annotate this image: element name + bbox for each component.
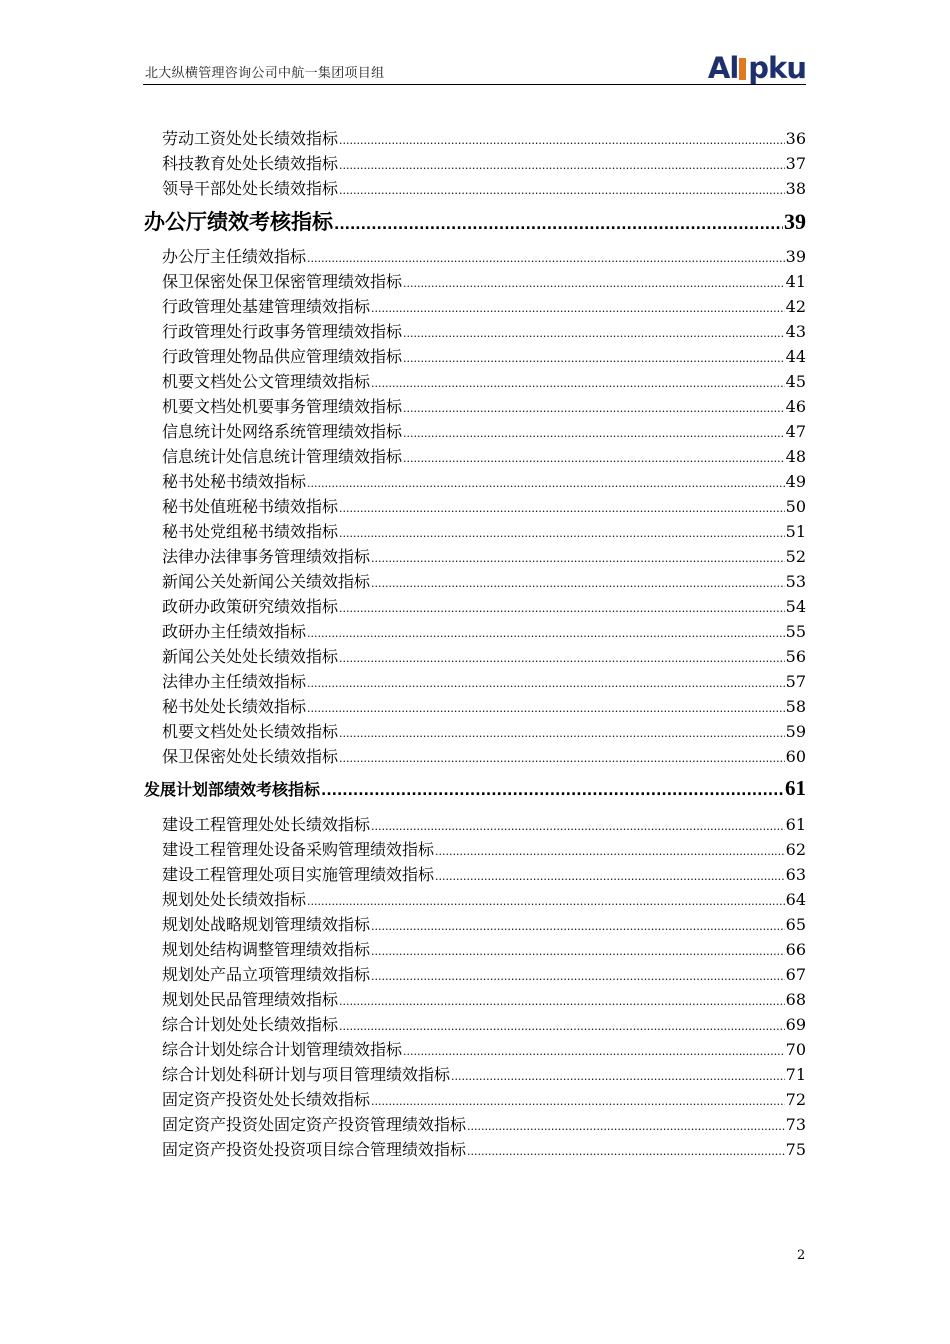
- toc-entry[interactable]: [162, 344, 806, 366]
- dot-leader: [371, 302, 785, 315]
- toc-entry-title: 规划处处长绩效指标: [162, 890, 307, 909]
- toc-entry[interactable]: [162, 1112, 806, 1134]
- toc-entry-page: 46: [785, 397, 806, 416]
- toc-entry-title: 规划处产品立项管理绩效指标: [162, 965, 371, 984]
- toc-entry-title: 规划处结构调整管理绩效指标: [162, 940, 371, 959]
- toc-entry[interactable]: [162, 937, 806, 959]
- toc-entry-title: 固定资产投资处固定资产投资管理绩效指标: [162, 1115, 467, 1134]
- toc-entry-title: 领导干部处处长绩效指标: [162, 179, 339, 198]
- dot-leader: [339, 1020, 785, 1033]
- toc-entry-title: 保卫保密处处长绩效指标: [162, 747, 339, 766]
- toc-entry[interactable]: [162, 444, 806, 466]
- dot-leader: [371, 577, 785, 590]
- toc-entry[interactable]: [162, 519, 806, 541]
- toc-entry-title: 规划处战略规划管理绩效指标: [162, 915, 371, 934]
- toc-entry-title: 法律办法律事务管理绩效指标: [162, 547, 371, 566]
- dot-leader: [307, 252, 785, 265]
- toc-entry-title: 政研办主任绩效指标: [162, 622, 307, 641]
- dot-leader: [321, 783, 784, 799]
- toc-entry-title: 科技教育处处长绩效指标: [162, 154, 339, 173]
- dot-leader: [307, 477, 785, 490]
- logo-text-left: Al: [707, 51, 739, 85]
- toc-entry-title: 劳动工资处处长绩效指标: [162, 129, 339, 148]
- toc-entry-page: 52: [785, 547, 806, 566]
- toc-entry-title: 秘书处处长绩效指标: [162, 697, 307, 716]
- dot-leader: [403, 352, 785, 365]
- toc-section-page: 61: [785, 776, 806, 800]
- dot-leader: [403, 277, 785, 290]
- toc-entry-page: 71: [785, 1065, 806, 1084]
- toc-entry-page: 44: [785, 347, 806, 366]
- logo-bar-icon: [739, 58, 746, 80]
- toc-entry-title: 机要文档处机要事务管理绩效指标: [162, 397, 403, 416]
- toc-entry[interactable]: [162, 469, 806, 491]
- toc-entry-title: 秘书处值班秘书绩效指标: [162, 497, 339, 516]
- toc-entry-title: 行政管理处行政事务管理绩效指标: [162, 322, 403, 341]
- toc-entry[interactable]: [162, 1012, 806, 1034]
- dot-leader: [307, 702, 785, 715]
- toc-entry-title: 综合计划处综合计划管理绩效指标: [162, 1040, 403, 1059]
- toc-entry[interactable]: [162, 619, 806, 641]
- toc-entry-title: 保卫保密处保卫保密管理绩效指标: [162, 272, 403, 291]
- toc-entry[interactable]: [162, 1037, 806, 1059]
- toc-entry-page: 58: [785, 697, 806, 716]
- dot-leader: [371, 970, 785, 983]
- company-logo: [707, 51, 806, 85]
- dot-leader: [403, 452, 785, 465]
- toc-entry-title: 信息统计处网络系统管理绩效指标: [162, 422, 403, 441]
- toc-entry-title: 办公厅主任绩效指标: [162, 247, 307, 266]
- toc-entry[interactable]: [162, 1062, 806, 1084]
- toc-entry-title: 规划处民品管理绩效指标: [162, 990, 339, 1009]
- toc-entry[interactable]: [162, 244, 806, 266]
- toc-entry-page: 73: [785, 1115, 806, 1134]
- dot-leader: [371, 820, 785, 833]
- toc-entry-page: 72: [785, 1090, 806, 1109]
- toc-entry-page: 63: [785, 865, 806, 884]
- dot-leader: [307, 627, 785, 640]
- toc-entry-page: 64: [785, 890, 806, 909]
- dot-leader: [339, 134, 785, 147]
- toc-entry-page: 37: [785, 154, 806, 173]
- toc-entry-page: 60: [785, 747, 806, 766]
- toc-entry-page: 59: [785, 722, 806, 741]
- toc-entry[interactable]: [162, 837, 806, 859]
- toc-entry[interactable]: [162, 494, 806, 516]
- toc-entry-title: 机要文档处公文管理绩效指标: [162, 372, 371, 391]
- dot-leader: [371, 1095, 785, 1108]
- toc-entry-page: 56: [785, 647, 806, 666]
- toc-entry-title: 综合计划处科研计划与项目管理绩效指标: [162, 1065, 451, 1084]
- toc-entry-page: 61: [785, 815, 806, 834]
- toc-entry-page: 45: [785, 372, 806, 391]
- dot-leader: [371, 920, 785, 933]
- toc-entry[interactable]: [162, 987, 806, 1009]
- toc-entry-page: 54: [785, 597, 806, 616]
- toc-entry-page: 69: [785, 1015, 806, 1034]
- toc-entry-title: 固定资产投资处投资项目综合管理绩效指标: [162, 1140, 467, 1159]
- dot-leader: [339, 159, 785, 172]
- dot-leader: [339, 752, 785, 765]
- toc-section-heading[interactable]: [144, 206, 806, 236]
- toc-entry[interactable]: [162, 151, 806, 173]
- toc-entry-title: 建设工程管理处设备采购管理绩效指标: [162, 840, 435, 859]
- toc-entry-page: 55: [785, 622, 806, 641]
- toc-entry[interactable]: [162, 269, 806, 291]
- toc-entry-page: 66: [785, 940, 806, 959]
- dot-leader: [403, 327, 785, 340]
- page-number: 2: [797, 1248, 806, 1263]
- toc-entry-title: 综合计划处处长绩效指标: [162, 1015, 339, 1034]
- toc-section-heading[interactable]: [144, 776, 806, 801]
- dot-leader: [435, 845, 785, 858]
- dot-leader: [403, 402, 785, 415]
- toc-entry[interactable]: [162, 544, 806, 566]
- toc-entry-page: 53: [785, 572, 806, 591]
- toc-entry[interactable]: [162, 669, 806, 691]
- dot-leader: [467, 1120, 785, 1133]
- toc-entry-page: 39: [785, 247, 806, 266]
- dot-leader: [371, 945, 785, 958]
- dot-leader: [339, 602, 785, 615]
- dot-leader: [307, 895, 785, 908]
- dot-leader: [339, 184, 785, 197]
- toc-entry[interactable]: [162, 569, 806, 591]
- toc-entry-title: 信息统计处信息统计管理绩效指标: [162, 447, 403, 466]
- toc-entry-title: 秘书处党组秘书绩效指标: [162, 522, 339, 541]
- dot-leader: [334, 217, 783, 233]
- toc-entry[interactable]: [162, 369, 806, 391]
- toc-entry[interactable]: [162, 1087, 806, 1109]
- toc-section-title: 办公厅绩效考核指标: [144, 210, 333, 234]
- toc-entry[interactable]: [162, 319, 806, 341]
- toc-entry-page: 48: [785, 447, 806, 466]
- dot-leader: [451, 1070, 785, 1083]
- toc-entry-page: 67: [785, 965, 806, 984]
- dot-leader: [371, 377, 785, 390]
- toc-entry[interactable]: [162, 694, 806, 716]
- toc-entry-page: 75: [785, 1140, 806, 1159]
- toc-entry[interactable]: [162, 862, 806, 884]
- toc-entry[interactable]: [162, 812, 806, 834]
- dot-leader: [339, 995, 785, 1008]
- toc-entry-page: 57: [785, 672, 806, 691]
- toc-entry-page: 49: [785, 472, 806, 491]
- toc-entry-title: 法律办主任绩效指标: [162, 672, 307, 691]
- toc-entry[interactable]: [162, 594, 806, 616]
- toc-entry-page: 62: [785, 840, 806, 859]
- header-title: 北大纵横管理咨询公司中航一集团项目组: [145, 66, 385, 81]
- toc-entry-page: 65: [785, 915, 806, 934]
- toc-entry-page: 43: [785, 322, 806, 341]
- toc-entry-title: 政研办政策研究绩效指标: [162, 597, 339, 616]
- toc-entry[interactable]: [162, 644, 806, 666]
- toc-entry[interactable]: [162, 744, 806, 766]
- toc-entry[interactable]: [162, 394, 806, 416]
- dot-leader: [403, 1045, 785, 1058]
- dot-leader: [467, 1145, 785, 1158]
- toc-entry-title: 秘书处秘书绩效指标: [162, 472, 307, 491]
- dot-leader: [307, 677, 785, 690]
- toc-entry-title: 机要文档处处长绩效指标: [162, 722, 339, 741]
- toc-entry[interactable]: [162, 719, 806, 741]
- logo-text-right: pku: [748, 51, 806, 85]
- dot-leader: [339, 527, 785, 540]
- page-header: [143, 52, 806, 85]
- toc-entry-title: 建设工程管理处处长绩效指标: [162, 815, 371, 834]
- dot-leader: [339, 652, 785, 665]
- dot-leader: [339, 502, 785, 515]
- toc-entry[interactable]: [162, 962, 806, 984]
- toc-entry-page: 41: [785, 272, 806, 291]
- toc-entry-page: 50: [785, 497, 806, 516]
- toc-entry-page: 70: [785, 1040, 806, 1059]
- toc-entry-page: 47: [785, 422, 806, 441]
- toc-entry-page: 42: [785, 297, 806, 316]
- toc-entry-title: 行政管理处基建管理绩效指标: [162, 297, 371, 316]
- toc-entry-title: 行政管理处物品供应管理绩效指标: [162, 347, 403, 366]
- toc-entry-title: 新闻公关处新闻公关绩效指标: [162, 572, 371, 591]
- toc-entry[interactable]: [162, 294, 806, 316]
- toc-entry-page: 36: [785, 129, 806, 148]
- toc-entry-title: 固定资产投资处处长绩效指标: [162, 1090, 371, 1109]
- toc-entry[interactable]: [162, 126, 806, 148]
- toc-entry[interactable]: [162, 419, 806, 441]
- toc-entry-title: 新闻公关处处长绩效指标: [162, 647, 339, 666]
- dot-leader: [435, 870, 785, 883]
- toc-entry[interactable]: [162, 176, 806, 198]
- toc-entry-page: 38: [785, 179, 806, 198]
- toc-entry[interactable]: [162, 912, 806, 934]
- dot-leader: [339, 727, 785, 740]
- toc-entry[interactable]: [162, 1137, 806, 1159]
- toc-section-title: 发展计划部绩效考核指标: [144, 780, 321, 799]
- toc-entry-title: 建设工程管理处项目实施管理绩效指标: [162, 865, 435, 884]
- toc-entry[interactable]: [162, 887, 806, 909]
- toc-entry-page: 51: [785, 522, 806, 541]
- dot-leader: [371, 552, 785, 565]
- toc-section-page: 39: [784, 209, 806, 234]
- dot-leader: [403, 427, 785, 440]
- toc-entry-page: 68: [785, 990, 806, 1009]
